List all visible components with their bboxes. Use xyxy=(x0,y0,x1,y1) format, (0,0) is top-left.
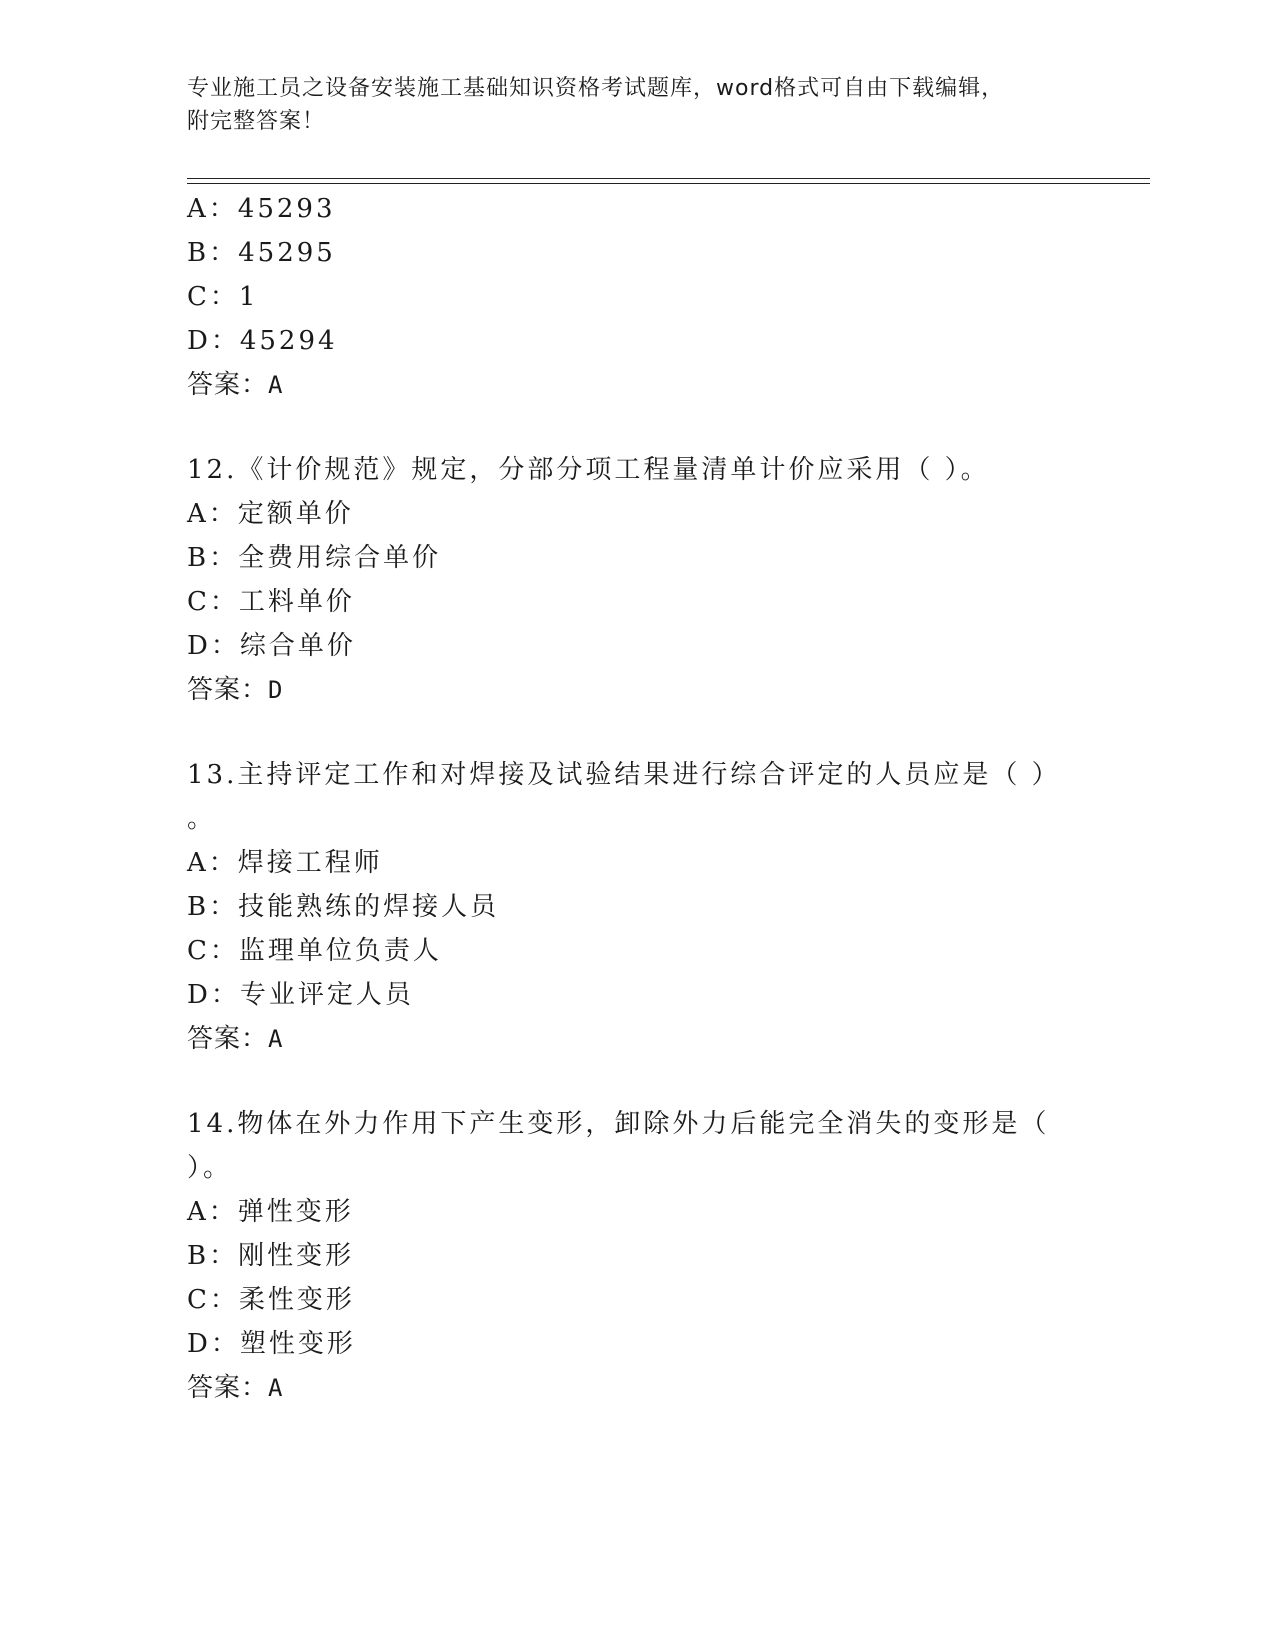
option-c: C：工料单价 xyxy=(187,587,355,617)
answer-label: 答案： xyxy=(187,370,269,400)
header-rule-top xyxy=(187,178,1150,179)
question-13-text-cont: 。 xyxy=(187,804,217,834)
option-b: B：全费用综合单价 xyxy=(187,543,442,573)
option-d: D：45294 xyxy=(187,326,338,356)
question-14-text: 14.物体在外力作用下产生变形，卸除外力后能完全消失的变形是（ xyxy=(187,1109,1050,1139)
option-d: D：综合单价 xyxy=(187,631,356,661)
page-header xyxy=(187,72,1087,138)
header-rule-bottom xyxy=(187,183,1150,184)
answer xyxy=(187,1367,283,1404)
answer-value: D xyxy=(268,676,284,704)
option-b: B：刚性变形 xyxy=(187,1241,355,1271)
option-a: A：45293 xyxy=(187,194,336,224)
option-a: A：定额单价 xyxy=(187,499,354,529)
header-line-1: 专业施工员之设备安装施工基础知识资格考试题库，word格式可自由下载编辑， xyxy=(187,76,1005,101)
question-12-text: 12.《计价规范》规定，分部分项工程量清单计价应采用（ ）。 xyxy=(187,455,990,485)
answer-value: A xyxy=(268,1025,284,1053)
answer xyxy=(187,364,283,401)
option-c: C：1 xyxy=(187,282,259,312)
option-c: C：柔性变形 xyxy=(187,1285,355,1315)
option-b: B：技能熟练的焊接人员 xyxy=(187,892,500,922)
option-b: B：45295 xyxy=(187,238,336,268)
option-d: D：专业评定人员 xyxy=(187,980,414,1010)
answer-label: 答案： xyxy=(187,1024,269,1054)
question-14-text-cont: ）。 xyxy=(187,1153,233,1183)
answer xyxy=(187,669,283,706)
answer-value: A xyxy=(268,1374,284,1402)
option-a: A：弹性变形 xyxy=(187,1197,354,1227)
answer-label: 答案： xyxy=(187,1373,269,1403)
question-13-text: 13.主持评定工作和对焊接及试验结果进行综合评定的人员应是（ ） xyxy=(187,760,1061,790)
answer xyxy=(187,1018,283,1055)
option-d: D：塑性变形 xyxy=(187,1329,356,1359)
answer-label: 答案： xyxy=(187,675,269,705)
header-line-2: 附完整答案！ xyxy=(187,109,326,134)
option-c: C：监理单位负责人 xyxy=(187,936,442,966)
answer-value: A xyxy=(268,371,284,399)
option-a: A：焊接工程师 xyxy=(187,848,383,878)
